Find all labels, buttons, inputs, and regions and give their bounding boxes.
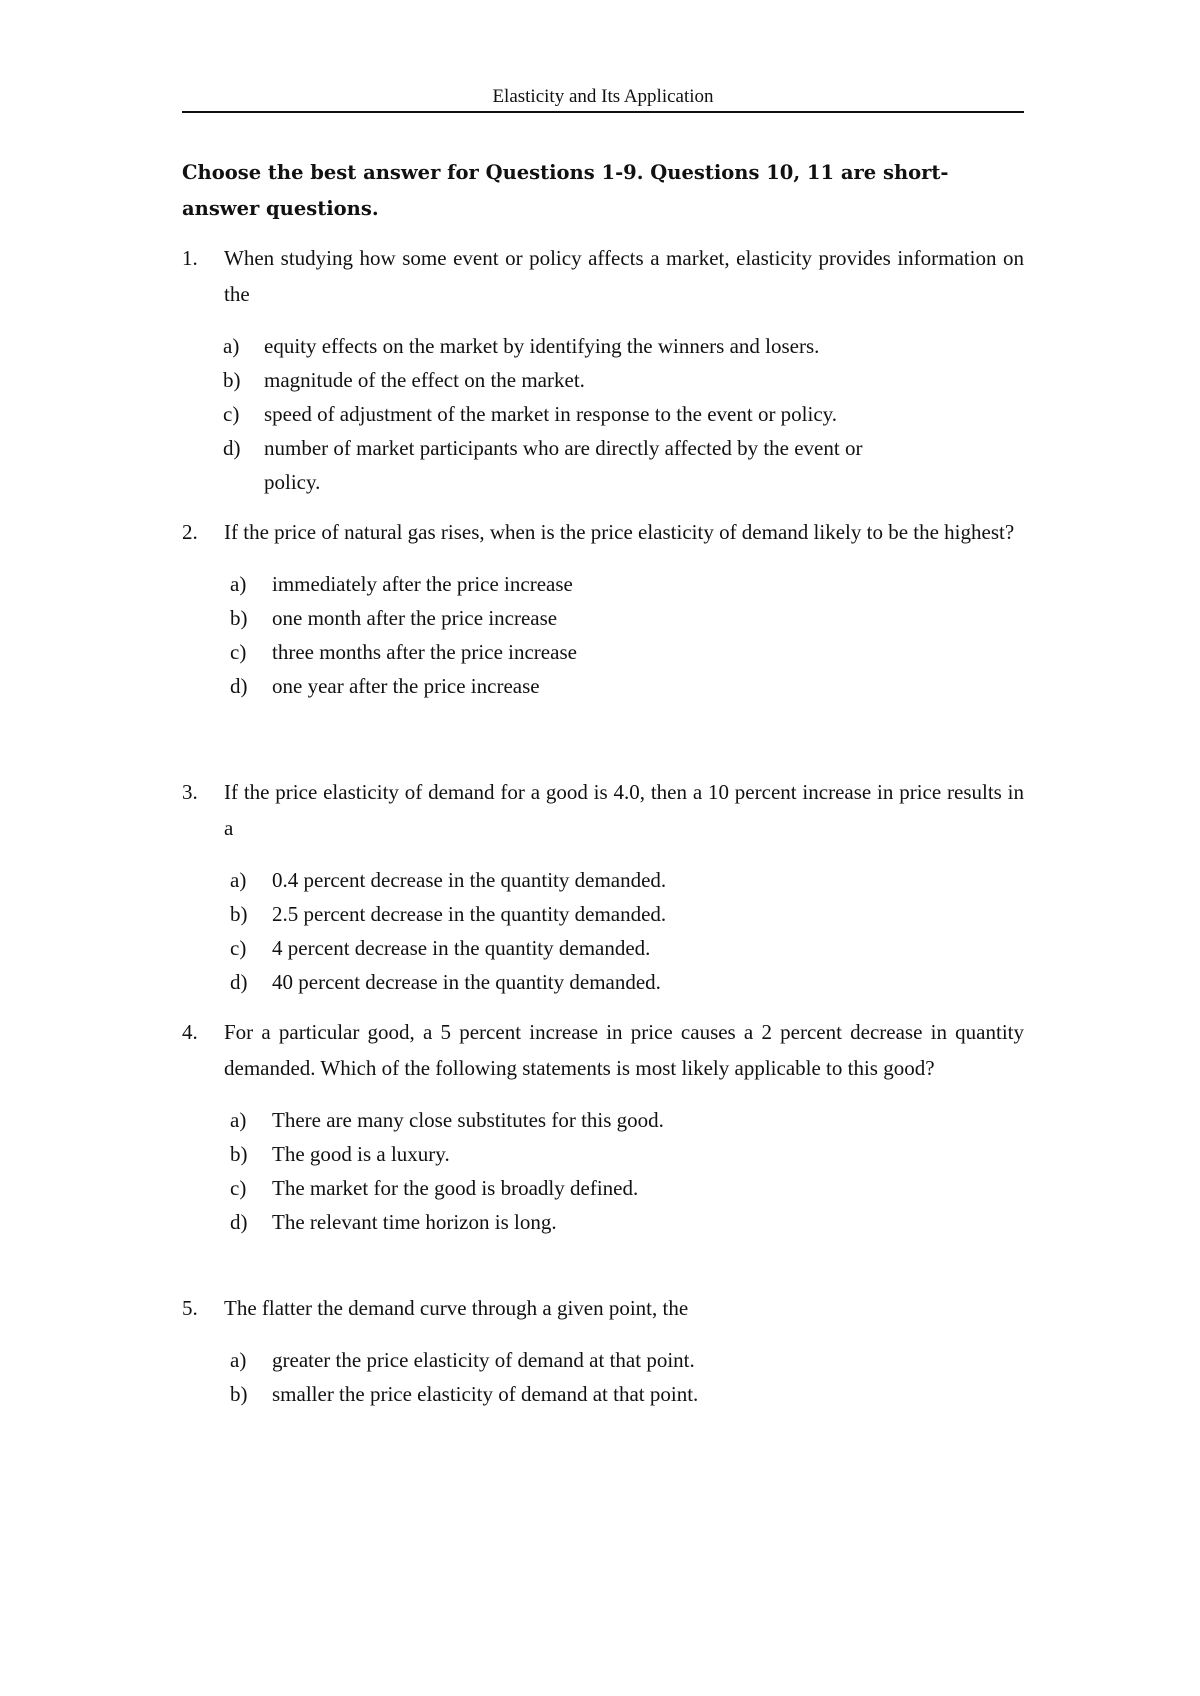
question-text: When studying how some event or policy affects a market, elasticity provides information on the xyxy=(224,246,1024,306)
option-c xyxy=(182,397,1024,431)
option-text: greater the price elasticity of demand at that point. xyxy=(272,1348,695,1372)
question-number: 1. xyxy=(182,246,198,270)
option-letter: a) xyxy=(230,1348,247,1372)
option-letter: b) xyxy=(230,1142,248,1166)
option-letter: a) xyxy=(230,868,247,892)
option-b xyxy=(182,601,1024,635)
option-text: 40 percent decrease in the quantity demanded. xyxy=(272,970,661,994)
question-5 xyxy=(182,1290,1024,1411)
answer-options xyxy=(182,863,1024,999)
question-number: 2. xyxy=(182,520,198,544)
option-letter: a) xyxy=(230,572,247,596)
option-c xyxy=(182,1171,1024,1205)
option-letter: b) xyxy=(223,368,241,392)
option-d xyxy=(182,431,904,499)
question-number: 5. xyxy=(182,1296,198,1320)
answer-options xyxy=(182,329,1024,499)
question-stem xyxy=(182,514,1024,550)
option-text: magnitude of the effect on the market. xyxy=(264,368,585,392)
option-b xyxy=(182,1377,1024,1411)
option-text: speed of adjustment of the market in response to the event or policy. xyxy=(264,402,838,426)
option-letter: a) xyxy=(223,334,240,358)
option-text: immediately after the price increase xyxy=(272,572,573,596)
option-a xyxy=(182,1103,1024,1137)
question-text: If the price elasticity of demand for a good is 4.0, then a 10 percent increase in price results in a xyxy=(224,780,1024,840)
option-text: one year after the price increase xyxy=(272,674,540,698)
question-number: 3. xyxy=(182,780,198,804)
header-divider xyxy=(182,111,1024,113)
option-text: The relevant time horizon is long. xyxy=(272,1210,557,1234)
option-letter: a) xyxy=(230,1108,247,1132)
answer-options xyxy=(182,567,1024,703)
option-a xyxy=(182,567,1024,601)
option-letter: c) xyxy=(230,640,247,664)
option-text: The market for the good is broadly defined. xyxy=(272,1176,639,1200)
option-letter: c) xyxy=(230,936,247,960)
option-letter: d) xyxy=(230,1210,248,1234)
option-text: three months after the price increase xyxy=(272,640,577,664)
option-text: smaller the price elasticity of demand at that point. xyxy=(272,1382,699,1406)
option-text: The good is a luxury. xyxy=(272,1142,450,1166)
option-letter: b) xyxy=(230,902,248,926)
instructions: Choose the best answer for Questions 1-9. Questions 10, 11 are short-answer questions. xyxy=(182,161,949,220)
option-d xyxy=(182,965,1024,999)
option-letter: c) xyxy=(223,402,240,426)
option-letter: c) xyxy=(230,1176,247,1200)
answer-options xyxy=(182,1343,1024,1411)
option-a xyxy=(182,329,1024,363)
option-d xyxy=(182,1205,1024,1239)
option-a xyxy=(182,863,1024,897)
question-number: 4. xyxy=(182,1020,198,1044)
option-b xyxy=(182,1137,1024,1171)
question-stem xyxy=(182,1014,1024,1086)
option-text: equity effects on the market by identifying the winners and losers. xyxy=(264,334,820,358)
question-1 xyxy=(182,240,1024,499)
option-letter: d) xyxy=(223,436,241,460)
question-text: If the price of natural gas rises, when is the price elasticity of demand likely to be the highest? xyxy=(224,520,1015,544)
option-letter: b) xyxy=(230,1382,248,1406)
option-text: one month after the price increase xyxy=(272,606,558,630)
option-text: 0.4 percent decrease in the quantity demanded. xyxy=(272,868,667,892)
question-stem xyxy=(182,240,1024,312)
question-3 xyxy=(182,774,1024,999)
question-text: The flatter the demand curve through a given point, the xyxy=(224,1296,689,1320)
option-c xyxy=(182,635,1024,669)
question-stem xyxy=(182,774,1024,846)
page-header: Elasticity and Its Application xyxy=(492,86,714,107)
option-b xyxy=(182,363,1024,397)
question-2 xyxy=(182,514,1024,703)
option-b xyxy=(182,897,1024,931)
option-text: 4 percent decrease in the quantity demanded. xyxy=(272,936,651,960)
option-letter: d) xyxy=(230,970,248,994)
question-4 xyxy=(182,1014,1024,1239)
question-text: For a particular good, a 5 percent increase in price causes a 2 percent decrease in quantity demanded. Which of the following statements is most likely applicable to this good? xyxy=(224,1020,1024,1080)
answer-options xyxy=(182,1103,1024,1239)
option-letter: d) xyxy=(230,674,248,698)
option-d xyxy=(182,669,1024,703)
option-text: 2.5 percent decrease in the quantity demanded. xyxy=(272,902,667,926)
option-text: There are many close substitutes for this good. xyxy=(272,1108,664,1132)
option-c xyxy=(182,931,1024,965)
option-text: number of market participants who are directly affected by the event or policy. xyxy=(264,436,863,494)
question-stem xyxy=(182,1290,1024,1326)
option-a xyxy=(182,1343,1024,1377)
option-letter: b) xyxy=(230,606,248,630)
